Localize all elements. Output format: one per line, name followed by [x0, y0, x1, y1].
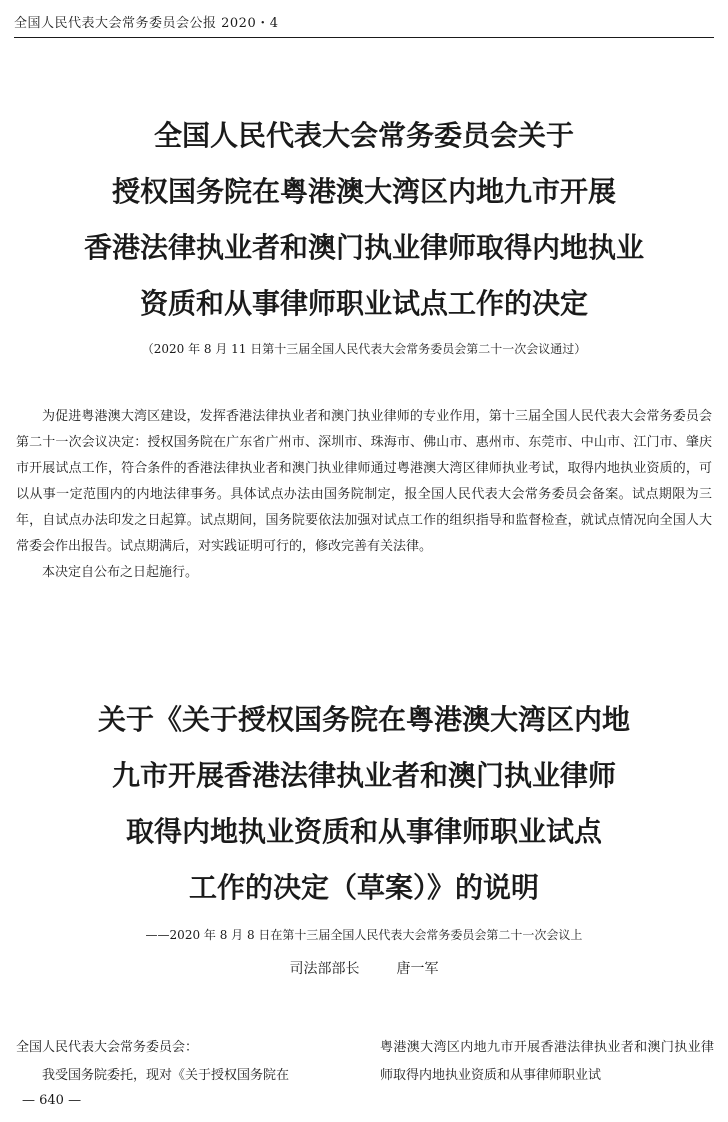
salutation: 全国人民代表大会常务委员会： — [16, 1040, 199, 1055]
meeting-line: ——2020 年 8 月 8 日在第十三届全国人民代表大会常务委员会第二十一次会议上 — [145, 928, 583, 942]
header-rule — [14, 37, 714, 38]
explanation-title — [0, 692, 728, 916]
decision-paragraph: 为促进粤港澳大湾区建设，发挥香港法律执业者和澳门执业律师的专业作用，第十三届全国人民代表大会常务委员会第二十一次会议决定：授权国务院在广东省广州市、深圳市、珠海市、佛山市、惠州市、东莞市、中山市、江门市、肇庆市开展试点工作，符合条件的香港法律执业者和澳门执业律师通过粤港澳大湾区律师执业考试，取得内地执业资质的，可以从事一定范围内的内地法律事务。具体试点办法由国务院制定，报全国人民代表大会常务委员会备案。试点期限为三年，自试点办法印发之日起算。试点期间，国务院要依法加强对试点工作的组织指导和监督检查，就试点情况向全国人大常委会作出报告。试点期满后，对实践证明可行的，修改完善有关法律。 — [16, 409, 712, 554]
explanation-title-line: 九市开展香港法律执业者和澳门执业律师 — [111, 759, 616, 792]
decision-title-line: 资质和从事律师职业试点工作的决定 — [139, 287, 588, 320]
decision-title — [0, 108, 728, 332]
adoption-note: （2020 年 8 月 11 日第十三届全国人民代表大会常务委员会第二十一次会议通过） — [141, 342, 587, 356]
explanation-title-line: 取得内地执业资质和从事律师职业试点 — [125, 815, 602, 848]
explanation-title-line: 关于《关于授权国务院在粤港澳大湾区内地 — [97, 703, 630, 736]
decision-title-line: 全国人民代表大会常务委员会关于 — [153, 119, 574, 152]
left-paragraph: 我受国务院委托，现对《关于授权国务院在 — [42, 1068, 290, 1083]
right-column — [380, 1034, 714, 1090]
decision-title-line: 香港法律执业者和澳门执业律师取得内地执业 — [83, 231, 644, 264]
author-role: 司法部部长 — [289, 961, 360, 977]
page-number: — 640 — — [22, 1093, 82, 1108]
explanation-title-line: 工作的决定（草案）》的说明 — [188, 871, 539, 904]
decision-body — [16, 404, 712, 586]
journal-header: 全国人民代表大会常务委员会公报 2020・4 — [14, 16, 279, 31]
author-line — [0, 958, 728, 978]
left-column — [16, 1034, 346, 1090]
decision-paragraph: 本决定自公布之日起施行。 — [42, 565, 199, 580]
decision-title-line: 授权国务院在粤港澳大湾区内地九市开展 — [111, 175, 616, 208]
author-name: 唐一军 — [396, 961, 439, 977]
right-paragraph: 粤港澳大湾区内地九市开展香港法律执业者和澳门执业律师取得内地执业资质和从事律师职业试 — [380, 1040, 714, 1083]
